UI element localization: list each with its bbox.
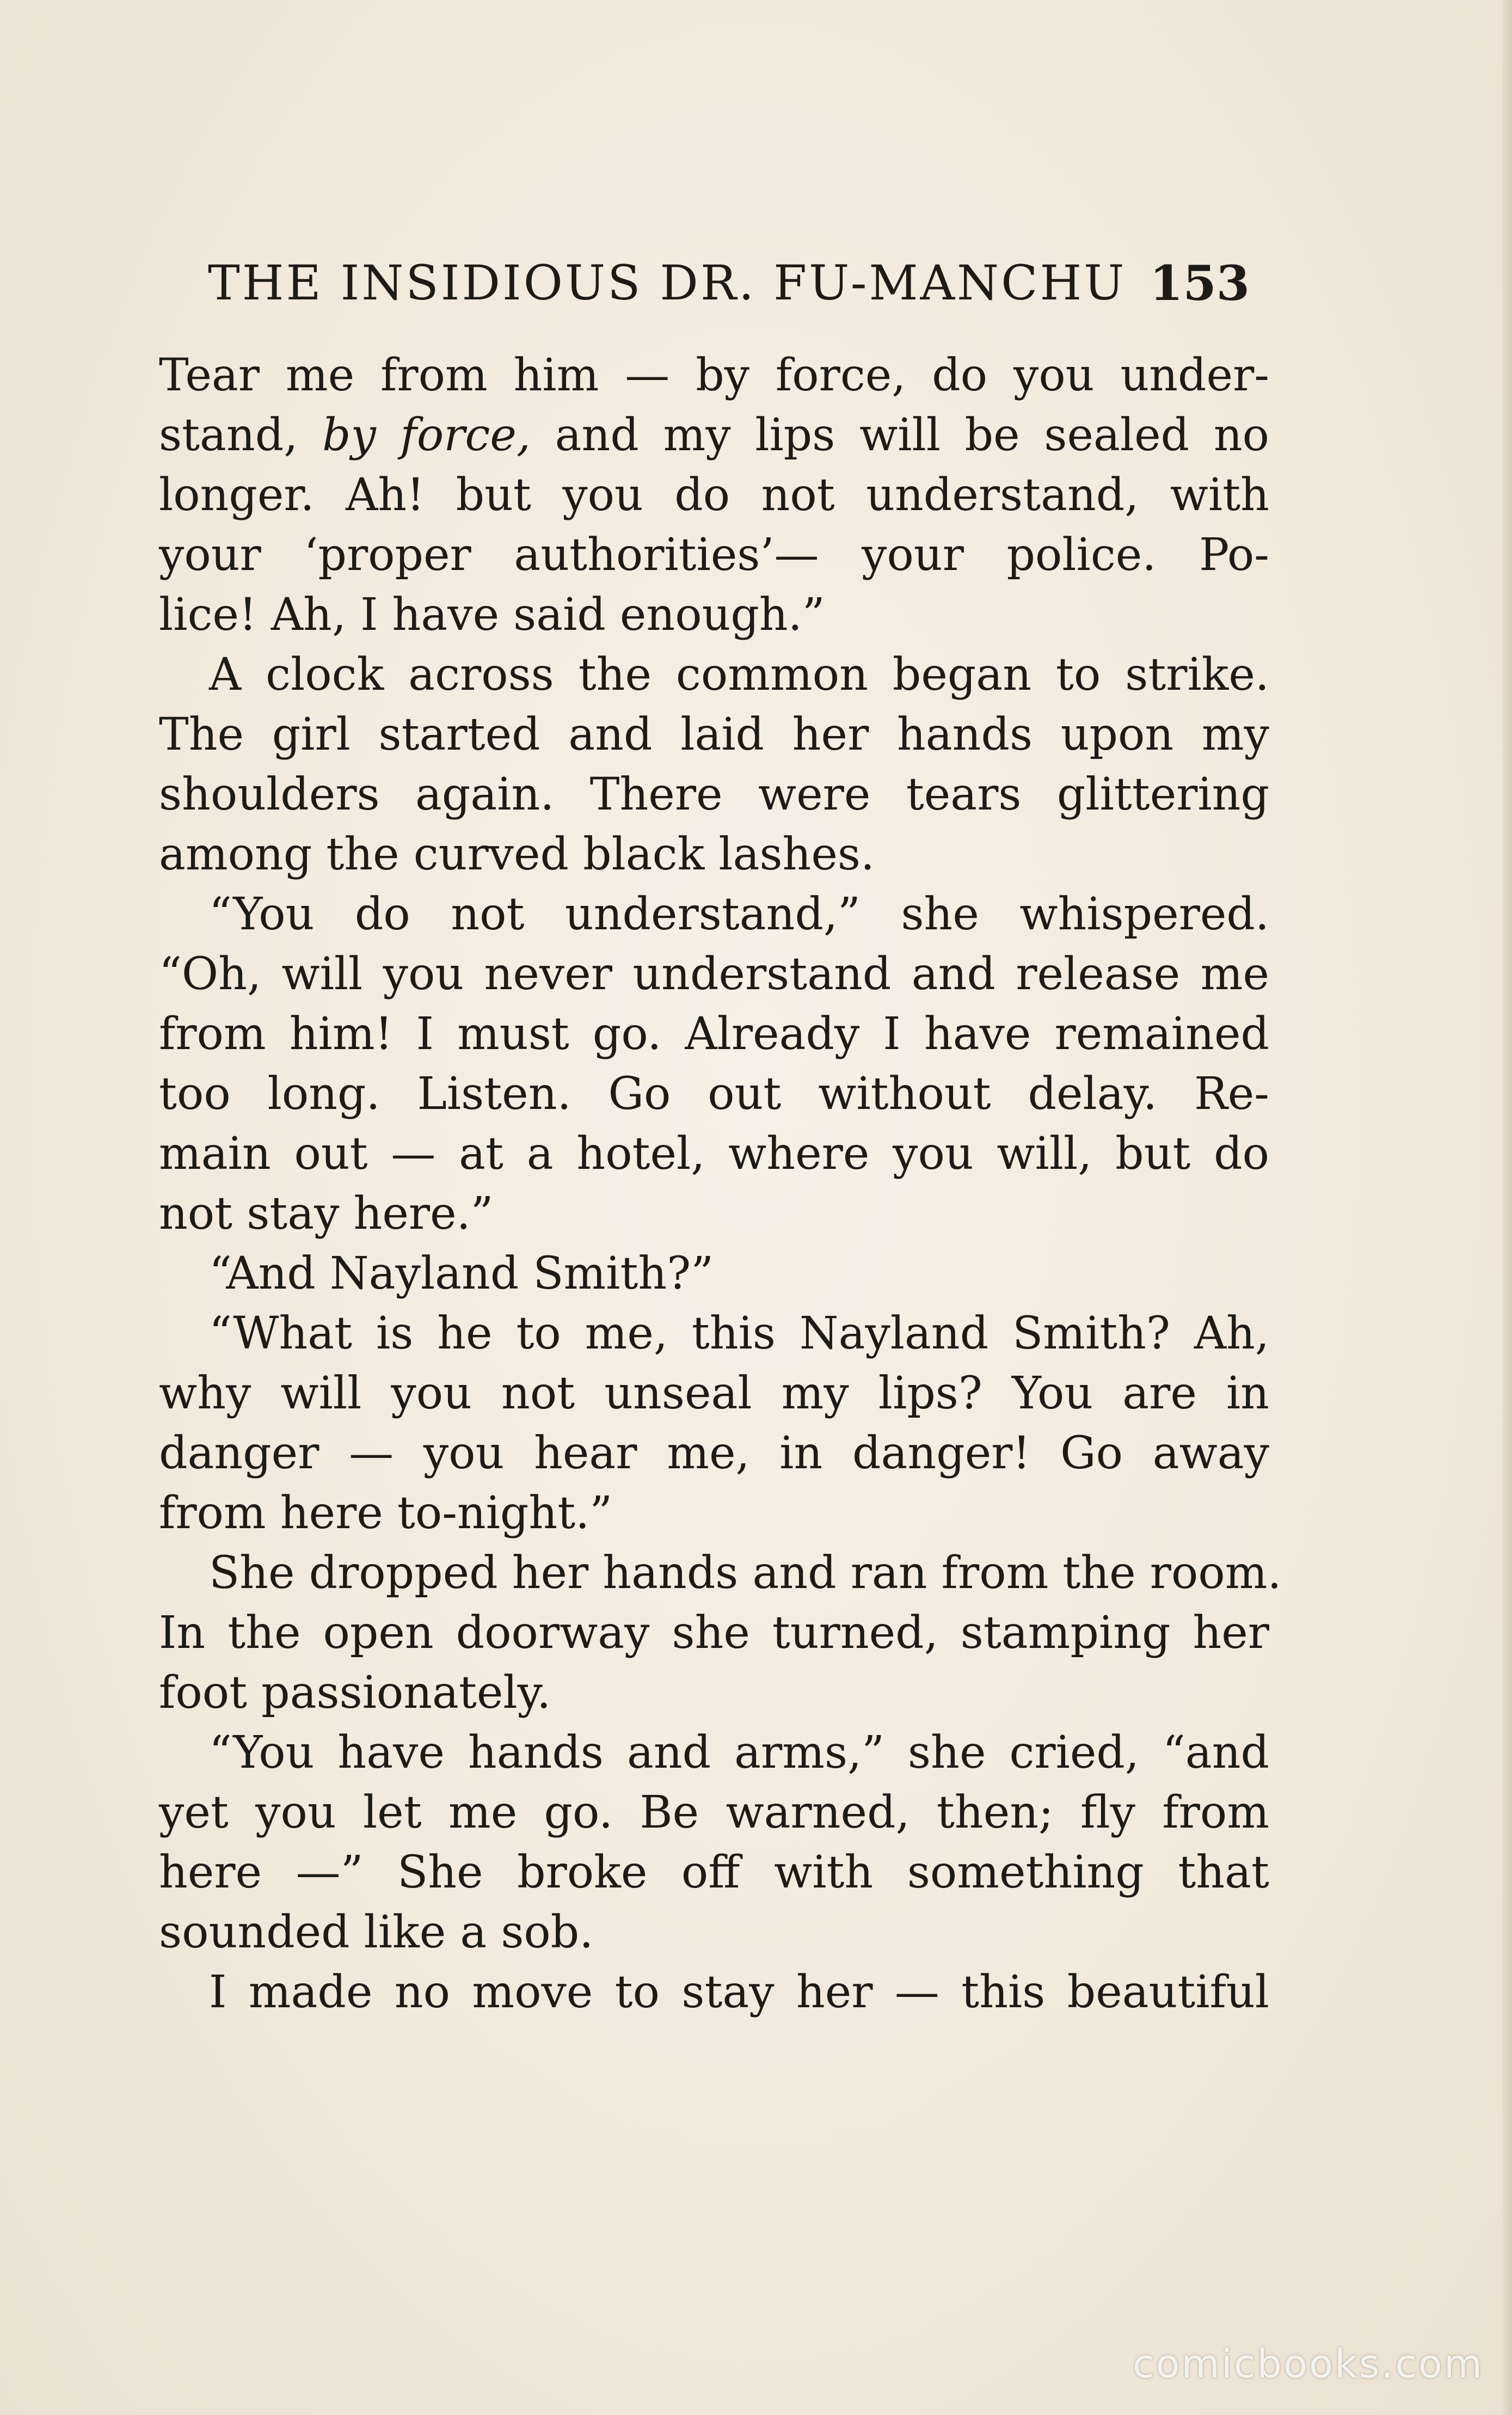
text-run: and my lips will be sealed no bbox=[530, 409, 1269, 461]
text-run: “And Nayland Smith?” bbox=[209, 1248, 714, 1300]
text-line bbox=[159, 1184, 1269, 1244]
text-line bbox=[159, 1364, 1269, 1424]
text-run: “Oh, will you never understand and release me bbox=[159, 948, 1269, 1000]
text-line bbox=[159, 1484, 1269, 1543]
page-number: 153 bbox=[1150, 255, 1250, 311]
text-line bbox=[159, 1843, 1269, 1903]
text-run: In the open doorway she turned, stamping her bbox=[159, 1607, 1269, 1659]
text-line bbox=[159, 465, 1269, 525]
text-line bbox=[159, 1124, 1269, 1184]
text-run: why will you not unseal my lips? You are in bbox=[159, 1368, 1269, 1419]
text-line bbox=[159, 1603, 1269, 1663]
text-run: not stay here.” bbox=[159, 1188, 494, 1240]
text-line bbox=[159, 1723, 1269, 1783]
text-line bbox=[159, 645, 1269, 705]
text-run: The girl started and laid her hands upon my bbox=[159, 709, 1269, 761]
text-line bbox=[159, 1304, 1269, 1364]
text-line bbox=[159, 1963, 1269, 2022]
text-line bbox=[159, 1004, 1269, 1064]
text-line bbox=[159, 1663, 1269, 1723]
text-run: “You have hands and arms,” she cried, “and bbox=[209, 1727, 1269, 1779]
text-line bbox=[159, 885, 1269, 945]
text-line bbox=[159, 1424, 1269, 1484]
text-run: sounded like a sob. bbox=[159, 1907, 594, 1958]
text-line bbox=[159, 945, 1269, 1004]
text-line bbox=[159, 1064, 1269, 1124]
text-run: from here to-night.” bbox=[159, 1487, 613, 1539]
text-run: stand, bbox=[159, 409, 322, 461]
text-run: lice! Ah, I have said enough.” bbox=[159, 589, 825, 641]
watermark: comicbooks.com bbox=[1132, 2341, 1484, 2387]
text-run: longer. Ah! but you do not understand, with bbox=[159, 469, 1269, 521]
text-line bbox=[159, 406, 1269, 465]
text-run: “What is he to me, this Nayland Smith? Ah, bbox=[209, 1308, 1269, 1359]
running-head: THE INSIDIOUS DR. FU-MANCHU bbox=[208, 255, 1127, 311]
text-run: from him! I must go. Already I have remained bbox=[159, 1008, 1269, 1060]
text-run: main out — at a hotel, where you will, but do bbox=[159, 1128, 1269, 1180]
text-run: shoulders again. There were tears glittering bbox=[159, 769, 1269, 820]
text-run: yet you let me go. Be warned, then; fly from bbox=[159, 1787, 1269, 1838]
text-line bbox=[159, 705, 1269, 765]
text-line bbox=[159, 1783, 1269, 1843]
text-run: here —” She broke off with something that bbox=[159, 1847, 1269, 1898]
text-run: among the curved black lashes. bbox=[159, 829, 875, 880]
text-run: too long. Listen. Go out without delay. Re- bbox=[159, 1068, 1269, 1120]
italic-run: by force, bbox=[322, 409, 531, 461]
text-line bbox=[159, 585, 1269, 645]
text-run: She dropped her hands and ran from the room. bbox=[209, 1547, 1282, 1599]
text-run: danger — you hear me, in danger! Go away bbox=[159, 1427, 1269, 1479]
text-run: foot passionately. bbox=[159, 1667, 551, 1719]
text-run: Tear me from him — by force, do you under- bbox=[159, 350, 1269, 401]
page-header bbox=[159, 255, 1250, 320]
text-run: A clock across the common began to strike. bbox=[209, 649, 1269, 701]
text-line bbox=[159, 1543, 1282, 1603]
text-line bbox=[159, 525, 1269, 585]
body-text bbox=[159, 346, 1282, 2022]
text-run: your ‘proper authorities’— your police. Po- bbox=[159, 529, 1269, 581]
text-line bbox=[159, 1244, 1269, 1304]
text-line bbox=[159, 346, 1269, 406]
text-run: I made no move to stay her — this beautiful bbox=[209, 1966, 1269, 2018]
text-run: “You do not understand,” she whispered. bbox=[209, 888, 1269, 940]
text-line bbox=[159, 825, 1269, 885]
text-line bbox=[159, 1903, 1269, 1963]
page-edge bbox=[1502, 0, 1512, 2415]
text-line bbox=[159, 765, 1269, 825]
